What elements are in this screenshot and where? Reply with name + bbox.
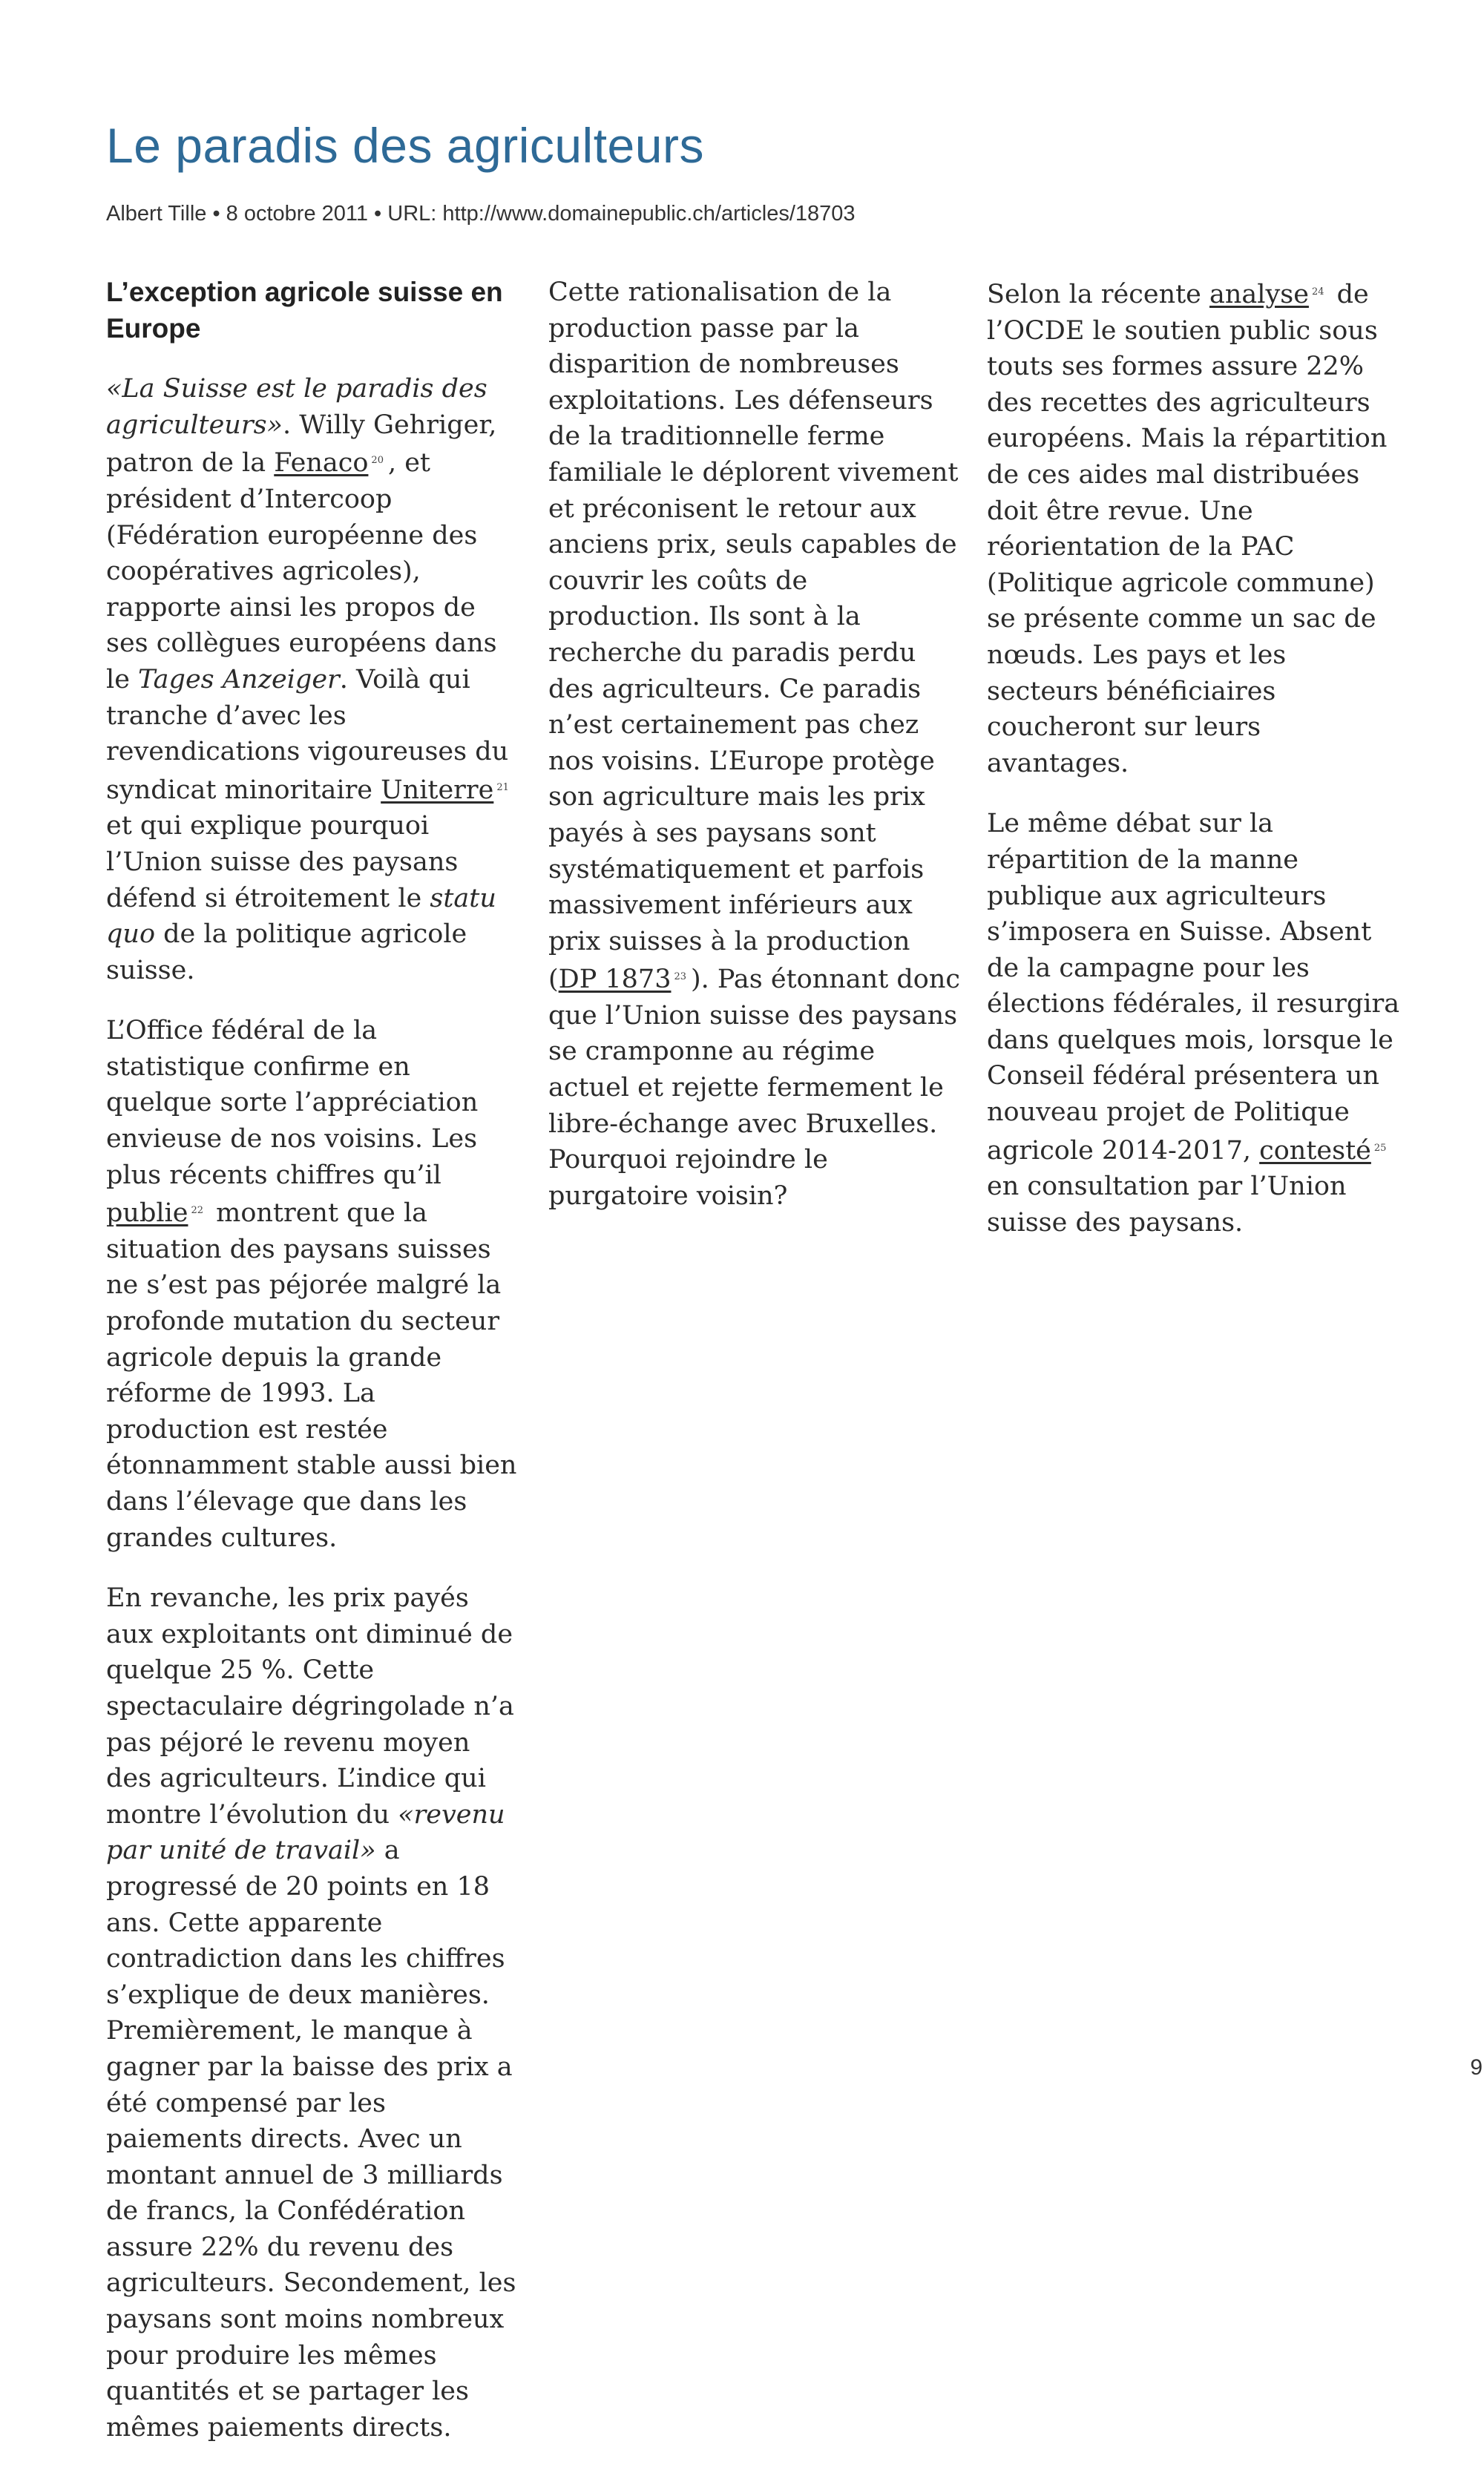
paragraph-text: montrent que la situation des paysans suisses ne s’est pas péjorée malgré la profonde mutation du secteur agricole depuis la grande réforme de 1993. La production est restée étonnamment stable aussi bien dans l’élevage que dans les grandes cultures. — [106, 1198, 517, 1553]
text-column-1 — [106, 275, 522, 2470]
link-analyse[interactable]: analyse — [1209, 280, 1309, 309]
paragraph-1 — [106, 371, 522, 988]
paragraph-text: Cette rationalisation de la production passe par la disparition de nombreuses exploitations. Les défenseurs de la traditionnelle ferme familiale le déplorent vivement et préconisent le retour aux anciens prix, seuls capables de couvrir les coûts de production. Ils sont à la recherche du paradis perdu des agriculteurs. Ce paradis n’est certainement pas chez nos voisins. L’Europe protège son agriculture mais les prix payés à ses paysans sont systématiquement et parfois massivement inférieurs aux prix suisses à la production ( — [548, 277, 959, 995]
paragraph-text: de la politique agricole suisse. — [106, 919, 467, 985]
paragraph-6 — [987, 806, 1402, 1241]
text-column-2 — [548, 275, 964, 1238]
article-byline: Albert Tille • 8 octobre 2011 • URL: http://www.domainepublic.ch/articles/18703 — [106, 202, 856, 226]
footnote-ref-20[interactable]: 20 — [371, 455, 384, 467]
paragraph-text: Le même débat sur la répartition de la manne publique aux agriculteurs s’imposera en Suisse. Absent de la campagne pour les élections fédérales, il resurgira dans quelques mois, lorsque le Conseil fédéral présentera un nouveau projet de Politique agricole 2014-2017, — [987, 809, 1400, 1166]
tages-anzeiger: Tages Anzeiger — [138, 664, 340, 694]
link-publie[interactable]: publie — [106, 1198, 188, 1229]
paragraph-text: L’Office fédéral de la statistique confirme en quelque sorte l’appréciation envieuse de nos voisins. Les plus récents chiffres qu’il — [106, 1016, 479, 1190]
link-dp-1873[interactable]: DP 1873 — [558, 965, 672, 995]
paragraph-text: , et président d’Intercoop (Fédération européenne des coopératives agricoles), rapporte ainsi les propos de ses collègues européens dans le — [106, 448, 497, 694]
link-conteste[interactable]: contesté — [1259, 1135, 1371, 1166]
paragraph-text: . Willy Gehriger, patron de la — [106, 410, 497, 479]
link-fenaco[interactable]: Fenaco — [274, 448, 369, 479]
paragraph-text: et qui explique pourquoi l’Union suisse des paysans défend si étroitement le — [106, 811, 459, 913]
footnote-ref-24[interactable]: 24 — [1311, 286, 1324, 298]
paragraph-text: ). Pas étonnant donc que l’Union suisse des paysans se cramponne au régime actuel et rejette fermement le libre-échange avec Bruxelles. Pourquoi rejoindre le purgatoire voisin? — [548, 965, 961, 1211]
quote: «La Suisse est le paradis des agriculteurs» — [106, 374, 487, 440]
paragraph-text: de l’OCDE le soutien public sous touts ses formes assure 22% des recettes des agriculteurs européens. Mais la répartition de ces aides mal distribuées doit être revue. Une réorientation de la PAC (Politique agricole commune) se présente comme un sac de nœuds. Les pays et les secteurs bénéficiaires coucheront sur leurs avantages. — [987, 280, 1388, 778]
paragraph-4 — [548, 275, 964, 1214]
footnote-ref-21[interactable]: 21 — [496, 781, 509, 793]
paragraph-text: Selon la récente — [987, 280, 1210, 309]
statu-quo: statu quo — [106, 883, 496, 950]
footnote-ref-23[interactable]: 23 — [674, 971, 687, 983]
paragraph-2 — [106, 1013, 522, 1556]
paragraph-text: en consultation par l’Union suisse des paysans. — [987, 1172, 1347, 1238]
revenu-quote: «revenu par unité de travail» — [106, 1799, 505, 1866]
paragraph-text: . Voilà qui tranche d’avec les revendications vigoureuses du syndicat minoritaire — [106, 664, 509, 805]
footnote-ref-25[interactable]: 25 — [1373, 1142, 1387, 1154]
footnote-ref-22[interactable]: 22 — [191, 1205, 203, 1217]
page-number: 9 — [1470, 2055, 1483, 2080]
link-uniterre[interactable]: Uniterre — [381, 775, 494, 805]
text-column-3 — [987, 275, 1402, 1265]
article-title: Le paradis des agriculteurs — [106, 118, 704, 173]
paragraph-5 — [987, 275, 1402, 781]
paragraph-3 — [106, 1580, 522, 2446]
article-subheading: L’exception agricole suisse en Europe — [106, 277, 503, 344]
paragraph-text: En revanche, les prix payés aux exploitants ont diminué de quelque 25 %. Cette spectaculaire dégringolade n’a pas péjoré le revenu moyen des agriculteurs. L’indice qui montre l’évolution du — [106, 1583, 514, 1830]
paragraph-text: a progressé de 20 points en 18 ans. Cette apparente contradiction dans les chiffres s’explique de deux manières. Premièrement, le manque à gagner par la baisse des prix a été compensé par les paiements directs. Avec un montant annuel de 3 milliards de francs, la Confédération assure 22% du revenu des agriculteurs. Secondement, les paysans sont moins nombreux pour produire les mêmes quantités et se partager les mêmes paiements directs. — [106, 1836, 516, 2443]
